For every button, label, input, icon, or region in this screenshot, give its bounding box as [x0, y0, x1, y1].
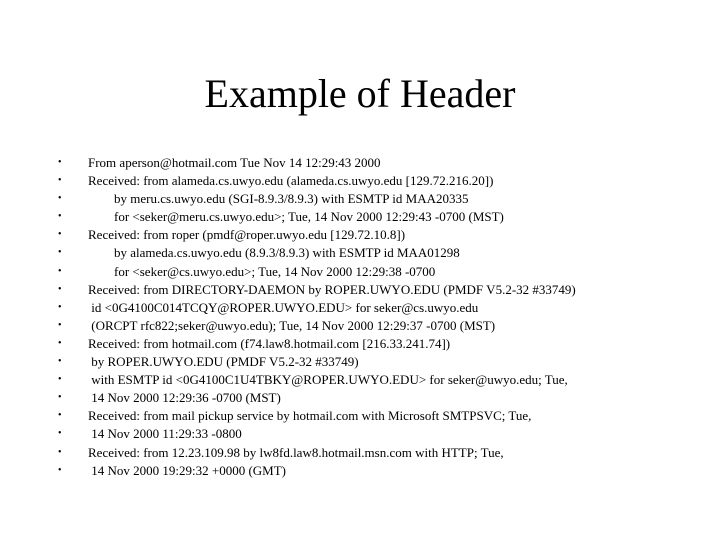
- header-line-text: Received: from roper (pmdf@roper.uwyo.edu [129.72.10.8]): [88, 227, 406, 243]
- bullet-marker: •: [58, 211, 62, 223]
- header-line-text: with ESMTP id <0G4100C1U4TBKY@ROPER.UWYO.EDU> for seker@uwyo.edu; Tue,: [88, 372, 568, 388]
- header-line-text: by ROPER.UWYO.EDU (PMDF V5.2-32 #33749): [88, 354, 359, 370]
- header-line-text: Received: from alameda.cs.uwyo.edu (alameda.cs.uwyo.edu [129.72.216.20]): [88, 173, 494, 189]
- bullet-item: [58, 317, 708, 335]
- bullet-marker: •: [58, 464, 62, 476]
- bullet-marker: •: [58, 193, 62, 205]
- header-line-text: 14 Nov 2000 11:29:33 -0800: [88, 426, 242, 442]
- bullet-item: [58, 172, 708, 190]
- header-line-text: for <seker@meru.cs.uwyo.edu>; Tue, 14 Nov 2000 12:29:43 -0700 (MST): [88, 209, 504, 225]
- header-line-text: 14 Nov 2000 19:29:32 +0000 (GMT): [88, 462, 286, 478]
- bullet-marker: •: [58, 446, 62, 458]
- bullet-item: [58, 425, 708, 443]
- header-line-text: id <0G4100C014TCQY@ROPER.UWYO.EDU> for seker@cs.uwyo.edu: [88, 299, 479, 315]
- bullet-marker: •: [58, 410, 62, 422]
- bullet-item: [58, 335, 708, 353]
- header-line-text: From aperson@hotmail.com Tue Nov 14 12:29:43 2000: [88, 155, 381, 170]
- header-line-text: by alameda.cs.uwyo.edu (8.9.3/8.9.3) with ESMTP id MAA01298: [88, 245, 460, 261]
- bullet-item: [58, 407, 708, 425]
- bullet-item: [58, 462, 708, 480]
- header-line-text: by meru.cs.uwyo.edu (SGI-8.9.3/8.9.3) with ESMTP id MAA20335: [88, 191, 469, 207]
- bullet-marker: •: [58, 301, 62, 313]
- bullet-item: [58, 263, 708, 281]
- slide-title: Example of Header: [204, 71, 516, 116]
- header-line-text: 14 Nov 2000 12:29:36 -0700 (MST): [88, 390, 281, 406]
- header-line-text: Received: from DIRECTORY-DAEMON by ROPER.UWYO.EDU (PMDF V5.2-32 #33749): [88, 281, 576, 297]
- bullet-item: [58, 226, 708, 244]
- bullet-item: [58, 371, 708, 389]
- bullet-marker: •: [58, 428, 62, 440]
- bullet-item: [58, 208, 708, 226]
- bullet-item: [58, 281, 708, 299]
- bullet-marker: •: [58, 392, 62, 404]
- bullet-item: [58, 299, 708, 317]
- bullet-item: [58, 154, 708, 172]
- bullet-item: [58, 353, 708, 371]
- bullet-marker: •: [58, 157, 62, 168]
- bullet-item: [58, 389, 708, 407]
- bullet-marker: •: [58, 229, 62, 241]
- bullet-marker: •: [58, 247, 62, 259]
- bullet-item: [58, 244, 708, 262]
- bullet-marker: •: [58, 175, 62, 187]
- bullet-marker: •: [58, 337, 62, 349]
- bullet-marker: •: [58, 319, 62, 331]
- header-line-text: Received: from hotmail.com (f74.law8.hotmail.com [216.33.241.74]): [88, 335, 451, 351]
- header-line-text: Received: from 12.23.109.98 by lw8fd.law8.hotmail.msn.com with HTTP; Tue,: [88, 444, 504, 460]
- bullet-marker: •: [58, 283, 62, 295]
- bullet-marker: •: [58, 356, 62, 368]
- bullet-item: [58, 190, 708, 208]
- header-line-text: Received: from mail pickup service by hotmail.com with Microsoft SMTPSVC; Tue,: [88, 408, 532, 424]
- bullet-list: [58, 154, 708, 480]
- bullet-marker: •: [58, 265, 62, 277]
- header-line-text: for <seker@cs.uwyo.edu>; Tue, 14 Nov 2000 12:29:38 -0700: [88, 263, 436, 279]
- header-line-text: (ORCPT rfc822;seker@uwyo.edu); Tue, 14 Nov 2000 12:29:37 -0700 (MST): [88, 317, 496, 333]
- bullet-marker: •: [58, 374, 62, 386]
- bullet-item: [58, 444, 708, 462]
